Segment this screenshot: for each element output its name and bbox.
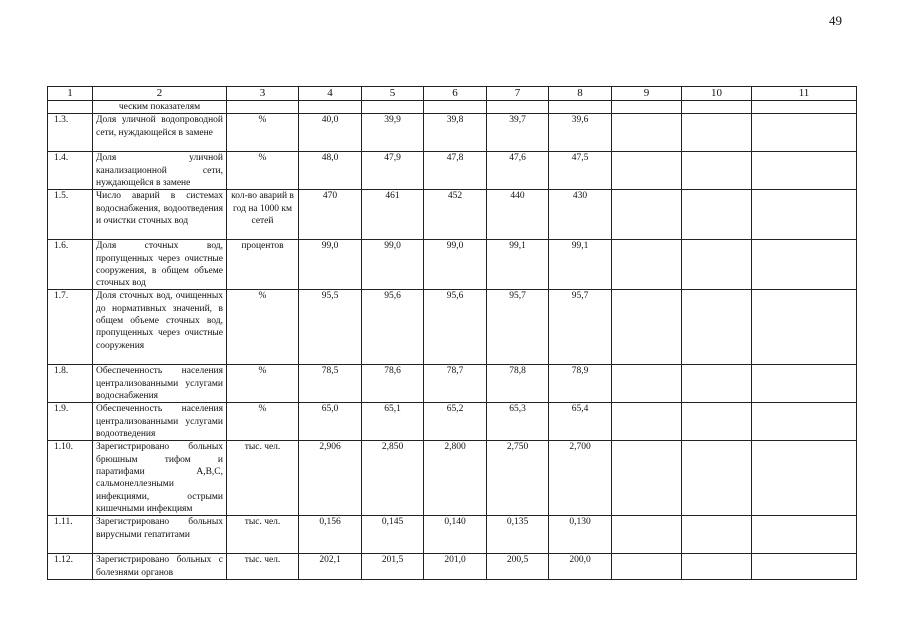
value-cell: 200,0 [549,554,612,580]
value-cell: 0,140 [424,516,487,554]
empty-cell [682,516,752,554]
empty-cell [752,190,857,240]
value-cell: 78,8 [487,365,549,403]
value-cell: 0,130 [549,516,612,554]
table-row [48,152,857,190]
page-number: 49 [829,13,842,28]
value-cell: 47,5 [549,152,612,190]
empty-cell [549,101,612,114]
empty-cell [612,441,682,516]
unit-cell: % [227,365,299,403]
continuation-row [48,101,857,114]
unit-cell: % [227,152,299,190]
empty-cell [752,441,857,516]
empty-cell [612,290,682,365]
table-row [48,365,857,403]
table-row [48,190,857,240]
table-header-row [48,87,857,101]
value-cell: 99,0 [299,240,362,290]
empty-cell [682,101,752,114]
value-cell: 78,6 [362,365,424,403]
value-cell: 95,7 [487,290,549,365]
empty-cell [487,101,549,114]
empty-cell [752,554,857,580]
row-number: 1.7. [48,290,93,365]
value-cell: 201,0 [424,554,487,580]
value-cell: 78,5 [299,365,362,403]
value-cell: 200,5 [487,554,549,580]
empty-cell [752,240,857,290]
value-cell: 0,156 [299,516,362,554]
row-number: 1.9. [48,403,93,441]
header-cell: 11 [752,87,857,101]
value-cell: 47,9 [362,152,424,190]
value-cell: 65,0 [299,403,362,441]
indicator-name: Доля уличной канализационной сети, нуждающейся в замене [93,152,227,190]
value-cell: 430 [549,190,612,240]
row-number: 1.3. [48,114,93,152]
table-row [48,240,857,290]
empty-cell [612,190,682,240]
value-cell: 2,906 [299,441,362,516]
value-cell: 99,0 [362,240,424,290]
value-cell: 40,0 [299,114,362,152]
value-cell: 78,7 [424,365,487,403]
value-cell: 2,800 [424,441,487,516]
unit-cell: % [227,290,299,365]
header-cell: 4 [299,87,362,101]
indicator-name: Обеспеченность населения централизованными услугами водоснабжения [93,365,227,403]
indicator-name: Доля сточных вод, пропущенных через очистные сооружения, в общем объеме сточных вод [93,240,227,290]
empty-cell [752,365,857,403]
empty-cell [612,152,682,190]
value-cell: 461 [362,190,424,240]
value-cell: 201,5 [362,554,424,580]
empty-cell [612,101,682,114]
value-cell: 2,850 [362,441,424,516]
value-cell: 39,9 [362,114,424,152]
value-cell: 65,3 [487,403,549,441]
empty-cell [612,403,682,441]
value-cell: 47,6 [487,152,549,190]
value-cell: 470 [299,190,362,240]
empty-cell [612,114,682,152]
value-cell: 47,8 [424,152,487,190]
value-cell: 95,7 [549,290,612,365]
indicator-table [47,86,857,580]
value-cell: 202,1 [299,554,362,580]
unit-cell: процентов [227,240,299,290]
empty-cell [299,101,362,114]
value-cell: 0,145 [362,516,424,554]
indicator-name: Зарегистрировано больных вирусными гепатитами [93,516,227,554]
value-cell: 48,0 [299,152,362,190]
value-cell: 0,135 [487,516,549,554]
indicator-name: Число аварий в системах водоснабжения, водоотведения и очистки сточных вод [93,190,227,240]
header-cell: 8 [549,87,612,101]
empty-cell [682,240,752,290]
indicator-table-wrapper [47,86,857,580]
empty-cell [752,403,857,441]
value-cell: 95,6 [424,290,487,365]
empty-cell [752,101,857,114]
table-row [48,554,857,580]
empty-cell [424,101,487,114]
row-number: 1.8. [48,365,93,403]
header-cell: 3 [227,87,299,101]
header-cell: 1 [48,87,93,101]
indicator-name: Зарегистрировано больных с болезнями органов [93,554,227,580]
indicator-name: Доля сточных вод, очищенных до нормативных значений, в общем объеме сточных вод, пропущенных через очистные сооружения [93,290,227,365]
row-number: 1.6. [48,240,93,290]
value-cell: 99,1 [487,240,549,290]
empty-cell [682,554,752,580]
row-number: 1.5. [48,190,93,240]
value-cell: 99,1 [549,240,612,290]
empty-cell [752,290,857,365]
empty-cell [682,152,752,190]
unit-cell: тыс. чел. [227,441,299,516]
continuation-text: ческим показателям [93,101,227,114]
row-number: 1.10. [48,441,93,516]
empty-cell [612,516,682,554]
table-row [48,516,857,554]
header-cell: 5 [362,87,424,101]
unit-cell: % [227,114,299,152]
value-cell: 452 [424,190,487,240]
header-cell: 6 [424,87,487,101]
empty-cell [752,152,857,190]
value-cell: 2,700 [549,441,612,516]
value-cell: 39,7 [487,114,549,152]
table-row [48,403,857,441]
unit-cell: тыс. чел. [227,554,299,580]
header-cell: 10 [682,87,752,101]
table-row [48,441,857,516]
empty-cell [48,101,93,114]
header-cell: 2 [93,87,227,101]
empty-cell [362,101,424,114]
value-cell: 65,4 [549,403,612,441]
value-cell: 78,9 [549,365,612,403]
row-number: 1.12. [48,554,93,580]
indicator-name: Обеспеченность населения централизованными услугами водоотведения [93,403,227,441]
empty-cell [227,101,299,114]
table-row [48,114,857,152]
unit-cell: % [227,403,299,441]
value-cell: 440 [487,190,549,240]
indicator-name: Доля уличной водопроводной сети, нуждающейся в замене [93,114,227,152]
value-cell: 95,6 [362,290,424,365]
header-cell: 7 [487,87,549,101]
empty-cell [682,114,752,152]
empty-cell [612,365,682,403]
value-cell: 99,0 [424,240,487,290]
row-number: 1.11. [48,516,93,554]
empty-cell [612,554,682,580]
value-cell: 65,1 [362,403,424,441]
table-row [48,290,857,365]
value-cell: 39,6 [549,114,612,152]
empty-cell [682,441,752,516]
row-number: 1.4. [48,152,93,190]
table-body [48,87,857,580]
empty-cell [682,290,752,365]
value-cell: 39,8 [424,114,487,152]
empty-cell [612,240,682,290]
empty-cell [682,403,752,441]
unit-cell: кол-во аварий в год на 1000 км сетей [227,190,299,240]
empty-cell [682,365,752,403]
value-cell: 2,750 [487,441,549,516]
empty-cell [682,190,752,240]
value-cell: 65,2 [424,403,487,441]
empty-cell [752,516,857,554]
empty-cell [752,114,857,152]
unit-cell: тыс. чел. [227,516,299,554]
indicator-name: Зарегистрировано больных брюшным тифом и паратифами А,В,С, сальмонеллезными инфекциями, острыми кишечными инфекциям [93,441,227,516]
header-cell: 9 [612,87,682,101]
value-cell: 95,5 [299,290,362,365]
